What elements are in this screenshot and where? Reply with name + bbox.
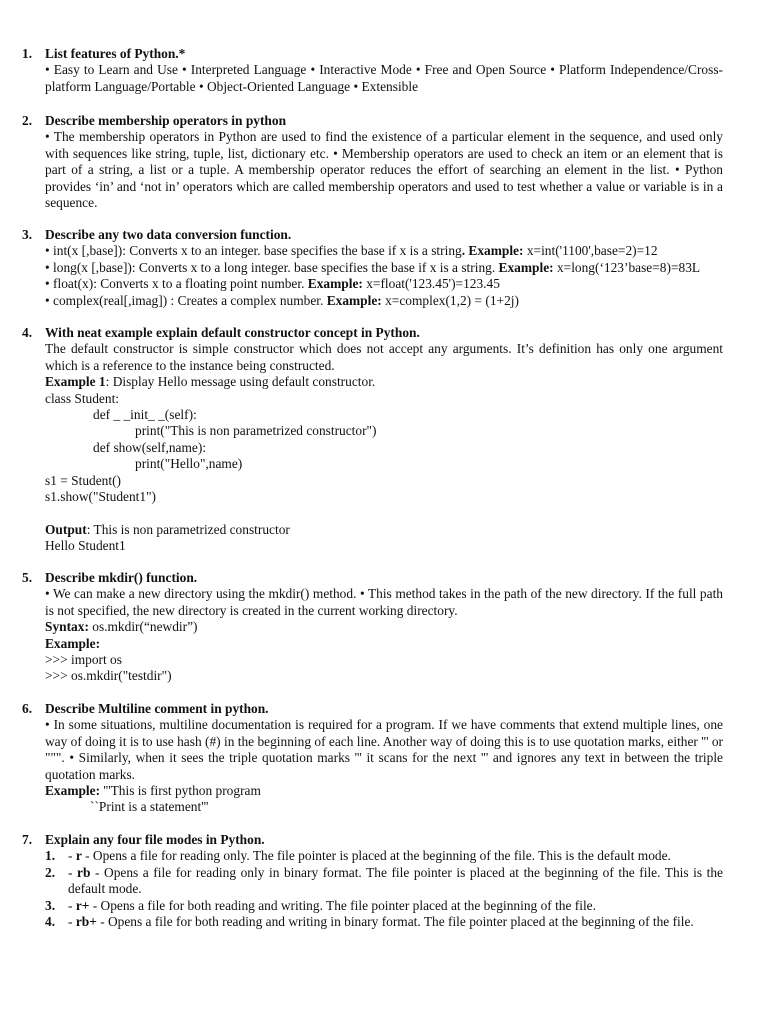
code-line: print("This is non parametrized constructor") bbox=[135, 423, 377, 439]
list-item: • complex(real[,imag]) : Creates a complex number. Example: x=complex(1,2) = (1+2j) bbox=[45, 292, 519, 308]
file-mode-item: 3. - r+ - Opens a file for both reading and writing. The file pointer placed at the beginning of the file. bbox=[45, 897, 596, 913]
question-number: 6. bbox=[22, 701, 33, 716]
file-mode-item: 1. - r - Opens a file for reading only. The file pointer is placed at the beginning of the file. This is the default mode. bbox=[45, 848, 671, 864]
syntax-line: Syntax: os.mkdir(“newdir”) bbox=[45, 619, 198, 635]
answer-text: • We can make a new directory using the mkdir() method. • This method takes in the path of the new directory. If the full path is not specified, the new directory is created in the current working directory. bbox=[45, 586, 723, 618]
question-title: Describe membership operators in python bbox=[45, 113, 287, 128]
question-title: Describe mkdir() function. bbox=[45, 570, 198, 585]
question-number: 1. bbox=[22, 46, 33, 61]
list-item: • long(x [,base]): Converts x to a long integer. base specifies the base if x is a string. Example: x=long(‘123’base=8)=83L bbox=[45, 259, 701, 275]
code-line: >>> import os bbox=[45, 652, 122, 668]
question-title: With neat example explain default constructor concept in Python. bbox=[45, 325, 420, 340]
example-line: ``Print is a statement''' bbox=[90, 799, 209, 815]
file-mode-item: 4. - rb+ - Opens a file for both reading and writing in binary format. The file pointer placed at the beginning of the file. bbox=[45, 914, 694, 930]
output-line: Hello Student1 bbox=[45, 538, 126, 554]
question-title: Describe Multiline comment in python. bbox=[45, 701, 269, 716]
code-line: print("Hello",name) bbox=[135, 456, 243, 472]
question-title: List features of Python.* bbox=[45, 46, 186, 61]
code-line: class Student: bbox=[45, 390, 120, 406]
code-line: s1 = Student() bbox=[45, 472, 121, 488]
question-number: 7. bbox=[22, 832, 33, 847]
list-item: • int(x [,base]): Converts x to an integer. base specifies the base if x is a string. Example: x=int('1100',base=2)=12 bbox=[45, 243, 658, 259]
example-line: Example 1: Display Hello message using default constructor. bbox=[45, 374, 376, 390]
list-item: • float(x): Converts x to a floating point number. Example: x=float('123.45')=123.45 bbox=[45, 276, 500, 292]
question-number: 2. bbox=[22, 113, 33, 128]
question-number: 4. bbox=[22, 325, 33, 340]
question-title: Explain any four file modes in Python. bbox=[45, 832, 265, 847]
answer-text: The default constructor is simple constructor which does not accept any arguments. It’s definition has only one argument which is a reference to the instance being constructed. bbox=[45, 341, 723, 373]
output-line: Output: This is non parametrized constructor bbox=[45, 521, 290, 537]
question-number: 3. bbox=[22, 227, 33, 242]
code-line: s1.show("Student1") bbox=[45, 489, 156, 505]
answer-text: • In some situations, multiline documentation is required for a program. If we have comments that extend multiple lines, one way of doing it is to use hash (#) in the beginning of each line. Another way of doing this is to use quotation marks, either ''' or """. • Similarly, when it sees the triple quotation marks ''' it scans for the next ''' and ignores any text in between the triple quotation marks. bbox=[45, 717, 723, 782]
file-mode-item: 2. - rb - Opens a file for reading only in binary format. The file pointer is placed at the beginning of the file. This is the default mode. bbox=[45, 864, 723, 897]
code-line: def _ _init_ _(self): bbox=[93, 407, 197, 423]
answer-text: • The membership operators in Python are used to find the existence of a particular element in the sequence, and used only with sequences like string, tuple, list, dictionary etc. • Membership operators are used to check an item or an element that is part of a string, a list or a tuple. A membership operator reduces the effort of searching an element in the list. • Python provides ‘in’ and ‘not in’ operators which are called membership operators and used to test whether a value or variable is in a sequence. bbox=[45, 129, 723, 211]
question-title: Describe any two data conversion function. bbox=[45, 227, 292, 242]
question-number: 5. bbox=[22, 570, 33, 585]
answer-text: • Easy to Learn and Use • Interpreted Language • Interactive Mode • Free and Open Source • Platform Independence/Cross-platform Language/Portable • Object-Oriented Language • Extensible bbox=[45, 62, 723, 94]
code-line: def show(self,name): bbox=[93, 439, 207, 455]
example-line: Example: '''This is first python program bbox=[45, 783, 261, 799]
example-label: Example: bbox=[45, 635, 101, 651]
code-line: >>> os.mkdir("testdir") bbox=[45, 668, 172, 684]
